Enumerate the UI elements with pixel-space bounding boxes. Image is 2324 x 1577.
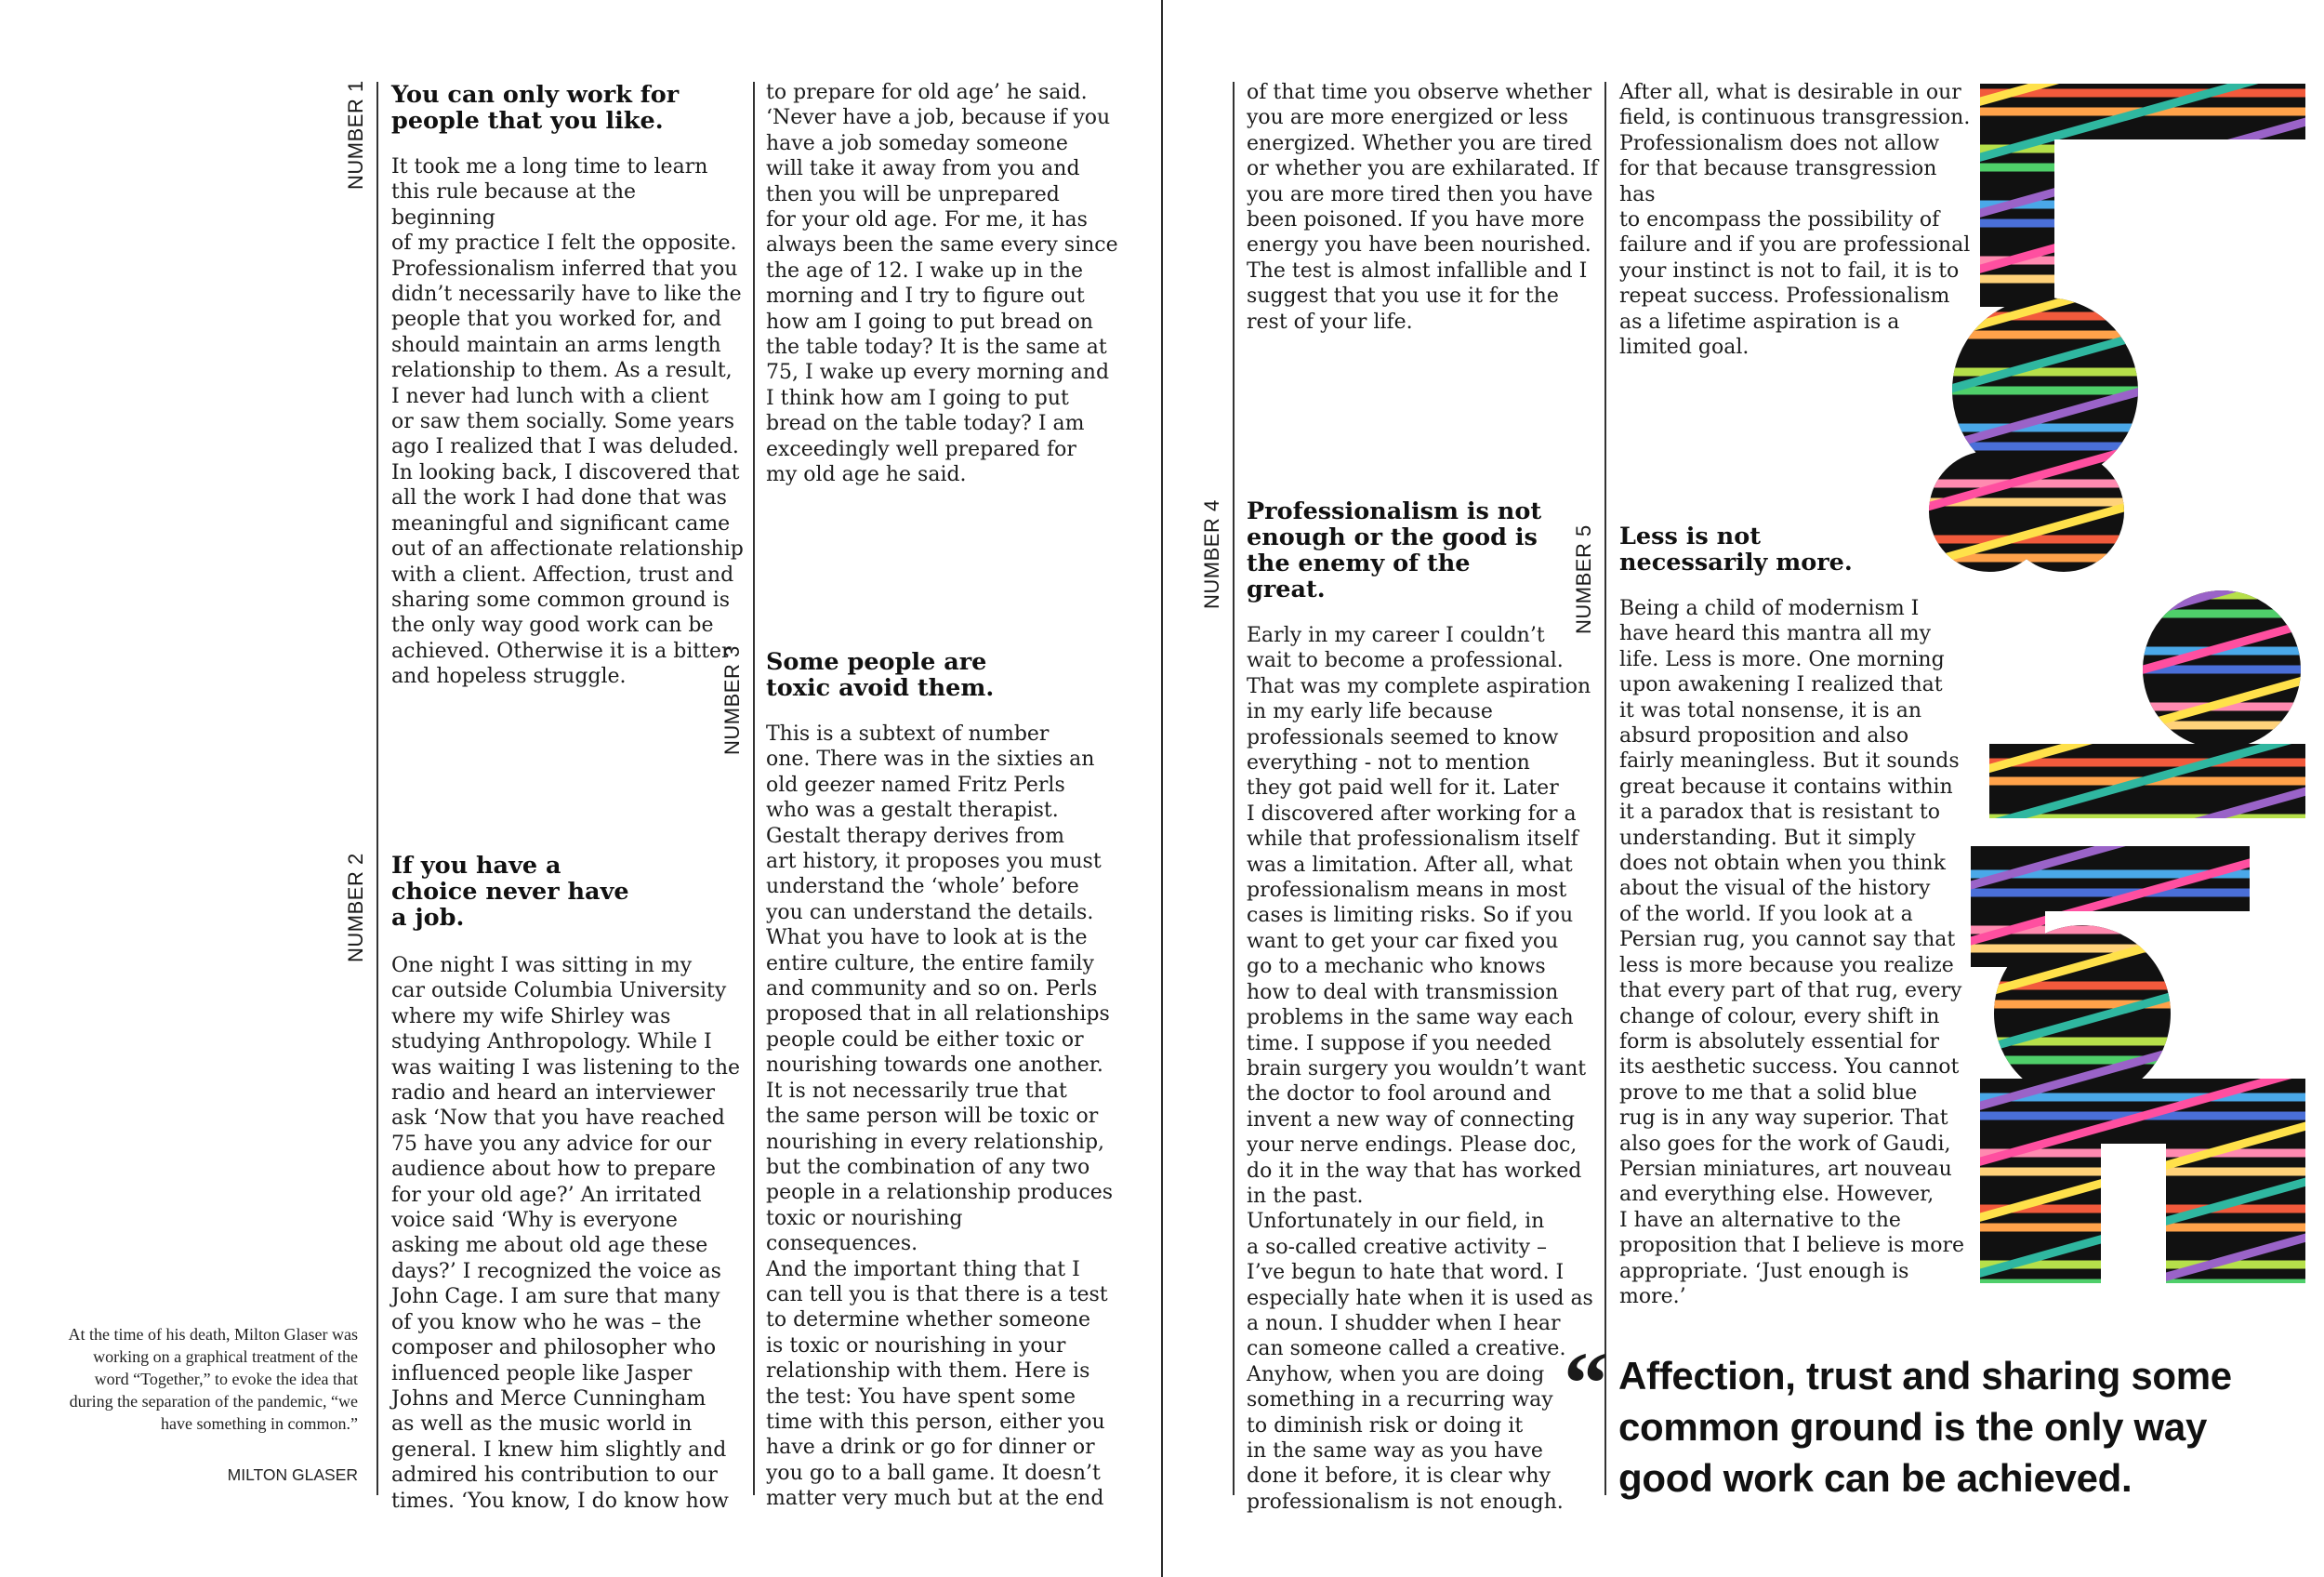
body-line: relationship to them. As a result, — [391, 359, 733, 383]
body-line: nourishing in every relationship, — [766, 1130, 1105, 1154]
body-line: problems in the same way each — [1247, 1006, 1574, 1030]
body-line: of that time you observe whether — [1247, 81, 1592, 104]
body-line: for that because transgression has — [1619, 157, 1937, 206]
section-2-body — [391, 953, 745, 1514]
body-line: nourishing towards one another. — [766, 1054, 1103, 1078]
body-line: to diminish risk or doing it — [1247, 1413, 1524, 1438]
body-line: have a drink or go for dinner or — [766, 1436, 1095, 1460]
body-line: something in a recurring way — [1247, 1388, 1553, 1412]
body-line: asking me about old age these — [391, 1234, 708, 1258]
photo-caption: At the time of his death, Milton Glaser was working on a graphical treatment of the word “Together,” to evoke the idea that during the separation of the pandemic, “we have something in common.” — [68, 1325, 358, 1433]
body-line: One night I was sitting in my — [391, 954, 693, 977]
body-line: you go to a ball game. It doesn’t — [766, 1461, 1101, 1485]
body-line: as a lifetime aspiration is a — [1619, 310, 1900, 334]
section-4-body — [1247, 623, 1600, 1515]
body-line: or saw them socially. Some years — [391, 410, 735, 434]
section-label-5: NUMBER 5 — [1572, 524, 1595, 634]
body-line: times. ‘You know, I do know how — [391, 1489, 729, 1513]
section-4-heading: Professionalism is not enough or the good is the enemy of the great. — [1247, 497, 1542, 603]
body-line: people could be either toxic or — [766, 1027, 1084, 1052]
section-label-4: NUMBER 4 — [1200, 499, 1223, 609]
body-line: prove to me that a solid blue — [1619, 1080, 1918, 1105]
body-line: done it before, it is clear why — [1247, 1464, 1552, 1489]
body-line: Unfortunately in our field, in — [1247, 1210, 1545, 1234]
body-line: how am I going to put bread on — [766, 310, 1093, 334]
body-line: also goes for the work of Gaudi, — [1619, 1132, 1951, 1156]
body-line: rug is in any way superior. That — [1619, 1107, 1948, 1131]
body-line: ago I realized that I was deluded. — [391, 435, 739, 459]
body-line: wait to become a professional. — [1247, 649, 1564, 673]
body-line: exceedingly well prepared for — [766, 437, 1076, 461]
body-line: you can understand the details. — [766, 900, 1094, 924]
body-line: That was my complete aspiration — [1247, 674, 1591, 698]
body-line: toxic or nourishing consequences. — [766, 1206, 963, 1256]
body-line: Being a child of modernism I — [1619, 597, 1920, 620]
body-line: I have an alternative to the — [1619, 1208, 1901, 1232]
body-line: was a limitation. After all, what — [1247, 853, 1573, 877]
body-line: limited goal. — [1619, 336, 1750, 360]
section-2-heading: If you have a choice never have a job. — [391, 852, 629, 932]
body-line: understand the ‘whole’ before — [766, 875, 1079, 899]
body-line: will take it away from you and — [766, 157, 1080, 181]
body-line: suggest that you use it for the — [1247, 285, 1559, 309]
body-line: and community and so on. Perls — [766, 977, 1098, 1001]
body-line: relationship with them. Here is — [766, 1359, 1090, 1384]
body-line: people that you worked for, and — [391, 308, 722, 332]
body-line: voice said ‘Why is everyone — [391, 1209, 678, 1233]
body-line: do it in the way that has worked — [1247, 1159, 1582, 1183]
body-line: in the past. — [1247, 1184, 1364, 1208]
body-line: a noun. I shudder when I hear — [1247, 1311, 1561, 1335]
body-line: fairly meaningless. But it sounds — [1619, 749, 1960, 774]
body-line: one. There was in the sixties an — [766, 748, 1095, 772]
body-line: to encompass the possibility of — [1619, 208, 1940, 232]
section-3-end-column — [1247, 80, 1600, 335]
section-3-body — [766, 722, 1119, 1512]
body-line: great because it contains within — [1619, 775, 1953, 799]
body-line: everything - not to mention — [1247, 751, 1530, 775]
body-line: is toxic or nourishing in your — [766, 1333, 1066, 1358]
artwork-stripe — [1915, 167, 2305, 298]
body-line: of my practice I felt the opposite. — [391, 232, 737, 256]
body-line: old geezer named Fritz Perls — [766, 773, 1065, 797]
body-line: out of an affectionate relationship — [391, 537, 744, 562]
body-line: it was total nonsense, it is an — [1619, 698, 1922, 722]
body-line: professionals seemed to know — [1247, 725, 1559, 749]
body-line: didn’t necessarily have to like the — [391, 283, 742, 307]
body-line: failure and if you are professional — [1619, 233, 1971, 258]
body-line: appropriate. ‘Just enough is more.’ — [1619, 1259, 1909, 1308]
body-line: have heard this mantra all my — [1619, 622, 1932, 646]
body-line: a so-called creative activity – — [1247, 1235, 1548, 1259]
body-line: you are more energized or less — [1247, 106, 1569, 130]
body-line: rest of your life. — [1247, 310, 1413, 334]
body-line: that every part of that rug, every — [1619, 979, 1962, 1003]
body-line: your nerve endings. Please doc, — [1247, 1133, 1578, 1158]
body-line: Professionalism inferred that you — [391, 257, 738, 281]
section-label-2: NUMBER 2 — [344, 853, 367, 962]
body-line: Persian miniatures, art nouveau — [1619, 1157, 1952, 1181]
body-line: days?’ I recognized the voice as — [391, 1259, 721, 1283]
body-line: sharing some common ground is — [391, 588, 731, 612]
body-line: this rule because at the beginning — [391, 180, 637, 230]
body-line: I think how am I going to put — [766, 386, 1069, 410]
body-line: professionalism means in most — [1247, 879, 1567, 903]
column-3-continuation — [766, 80, 1119, 488]
body-line: change of colour, every shift in — [1619, 1004, 1940, 1028]
body-line: go to a mechanic who knows — [1247, 955, 1546, 979]
body-line: And the important thing that I — [766, 1257, 1080, 1281]
body-line: It took me a long time to learn — [391, 155, 708, 179]
body-line: then you will be unprepared — [766, 182, 1060, 206]
body-line: field, is continuous transgression. — [1619, 106, 1971, 130]
body-line: where my wife Shirley was — [391, 1004, 671, 1028]
body-line: in the same way as you have — [1247, 1439, 1543, 1463]
body-line: life. Less is more. One morning — [1619, 647, 1945, 671]
body-line: absurd proposition and also — [1619, 724, 1909, 749]
body-line: all the work I had done that was — [391, 486, 727, 510]
body-line: time with this person, either you — [766, 1410, 1105, 1434]
column-rule — [376, 82, 378, 1495]
body-line: invent a new way of connecting — [1247, 1107, 1575, 1132]
column-rule — [753, 82, 755, 1495]
body-line: always been the same every since — [766, 233, 1118, 258]
body-line: Johns and Merce Cunningham — [391, 1386, 706, 1411]
section-1-column — [391, 82, 745, 690]
body-line: they got paid well for it. Later — [1247, 776, 1559, 801]
body-line: time. I suppose if you needed — [1247, 1031, 1552, 1055]
body-line: with a client. Affection, trust and — [391, 563, 734, 587]
body-line: repeat success. Professionalism — [1619, 285, 1950, 309]
section-5-heading: Less is not necessarily more. — [1619, 523, 1853, 576]
body-line: to prepare for old age’ he said. — [766, 81, 1088, 104]
body-line: but the combination of any two — [766, 1155, 1090, 1179]
body-line: been poisoned. If you have more — [1247, 208, 1585, 232]
body-line: and everything else. However, — [1619, 1183, 1934, 1207]
page-divider — [1161, 0, 1163, 1577]
body-line: The test is almost infallible and I — [1247, 258, 1588, 283]
body-line: proposed that in all relationships — [766, 1002, 1110, 1027]
body-line: less is more because you realize — [1619, 953, 1954, 977]
body-line: you are more tired then you have — [1247, 182, 1593, 206]
body-line: studying Anthropology. While I — [391, 1030, 712, 1054]
body-line: Anyhow, when you are doing — [1247, 1362, 1545, 1386]
body-line: ask ‘Now that you have reached — [391, 1107, 725, 1131]
body-line: John Cage. I am sure that many — [391, 1285, 720, 1309]
body-line: This is a subtext of number — [766, 722, 1050, 746]
body-line: about the visual of the history — [1619, 877, 1931, 901]
body-line: the only way good work can be — [391, 614, 714, 638]
body-line: the test: You have spent some — [766, 1385, 1076, 1409]
body-line: as well as the music world in — [391, 1412, 693, 1437]
body-line: the doctor to fool around and — [1247, 1082, 1552, 1107]
body-line: Professionalism does not allow — [1619, 131, 1940, 155]
body-line: cases is limiting risks. So if you — [1247, 904, 1574, 928]
body-line: your instinct is not to fail, it is to — [1619, 258, 1960, 283]
together-artwork — [1915, 74, 2305, 1302]
body-line: while that professionalism itself — [1247, 828, 1578, 852]
body-line: energy you have been nourished. — [1247, 233, 1591, 258]
together-artwork-graphic — [1915, 74, 2305, 1302]
body-line: composer and philosopher who — [391, 1336, 717, 1360]
body-line: was waiting I was listening to the — [391, 1055, 741, 1080]
body-line: my old age he said. — [766, 463, 967, 487]
section-label-1: NUMBER 1 — [344, 80, 367, 190]
body-line: I’ve begun to hate that word. I — [1247, 1261, 1565, 1285]
body-line: After all, what is desirable in our — [1619, 81, 1961, 104]
body-line: general. I knew him slightly and — [391, 1438, 727, 1462]
body-line: It is not necessarily true that — [766, 1079, 1067, 1103]
body-line: people in a relationship produces — [766, 1181, 1114, 1205]
body-line: bread on the table today? I am — [766, 412, 1085, 436]
body-line: the age of 12. I wake up in the — [766, 258, 1084, 283]
body-line: can tell you is that there is a test — [766, 1282, 1108, 1306]
body-line: audience about how to prepare — [391, 1158, 717, 1182]
section-1-heading: You can only work for people that you like. — [391, 81, 680, 135]
body-line: entire culture, the entire family — [766, 951, 1094, 975]
body-line: energized. Whether you are tired — [1247, 131, 1592, 155]
section-3-heading: Some people are toxic avoid them. — [766, 648, 995, 702]
body-line: does not obtain when you think — [1619, 852, 1946, 876]
body-line: professionalism is not enough. — [1247, 1490, 1564, 1514]
body-line: of you know who he was – the — [391, 1310, 702, 1334]
body-line: to determine whether someone — [766, 1308, 1091, 1332]
body-line: proposition that I believe is more — [1619, 1234, 1965, 1258]
section-4-column — [1247, 498, 1600, 1515]
body-line: I discovered after working for a — [1247, 802, 1577, 826]
column-rule — [1233, 82, 1235, 1495]
body-line: art history, it proposes you must — [766, 850, 1102, 874]
pull-quote: Affection, trust and sharing some common ground is the only way good work can be achieved. — [1618, 1354, 2232, 1500]
body-line: the table today? It is the same at — [766, 336, 1107, 360]
body-line: and hopeless struggle. — [391, 665, 627, 689]
body-line: of the world. If you look at a — [1619, 902, 1913, 926]
body-line: brain surgery you wouldn’t want — [1247, 1056, 1587, 1080]
section-2-column — [391, 853, 745, 1514]
body-line: achieved. Otherwise it is a bitter — [391, 639, 732, 663]
body-line: the same person will be toxic or — [766, 1105, 1099, 1129]
body-line: especially hate when it is used as — [1247, 1286, 1593, 1310]
caption-credit: MILTON GLASER — [227, 1465, 358, 1484]
body-line: can someone called a creative. — [1247, 1337, 1566, 1361]
body-line: What you have to look at is the — [766, 926, 1088, 950]
quote-mark-icon: “ — [1564, 1333, 1608, 1433]
body-line: how to deal with transmission — [1247, 980, 1559, 1004]
body-line: Gestalt therapy derives from — [766, 824, 1065, 848]
body-line: in my early life because — [1247, 700, 1493, 724]
body-line: it a paradox that is resistant to — [1619, 801, 1941, 825]
body-line: influenced people like Jasper — [391, 1361, 693, 1385]
body-line: want to get your car fixed you — [1247, 929, 1559, 953]
body-line: admired his contribution to our — [391, 1464, 718, 1488]
body-line: have a job someday someone — [766, 131, 1068, 155]
body-line: 75 have you any advice for our — [391, 1132, 712, 1156]
body-line: ‘Never have a job, because if you — [766, 106, 1111, 130]
section-1-body — [391, 154, 745, 690]
body-line: morning and I try to figure out — [766, 285, 1085, 309]
body-line: understanding. But it simply — [1619, 826, 1916, 850]
body-line: 75, I wake up every morning and — [766, 361, 1110, 385]
body-line: Early in my career I couldn’t — [1247, 624, 1545, 647]
body-line: radio and heard an interviewer — [391, 1081, 715, 1106]
body-line: car outside Columbia University — [391, 979, 727, 1003]
section-3-column — [766, 649, 1119, 1512]
body-line: Persian rug, you cannot say that — [1619, 928, 1956, 952]
body-line: who was a gestalt therapist. — [766, 799, 1059, 823]
body-line: for your old age. For me, it has — [766, 208, 1088, 232]
body-line: I never had lunch with a client — [391, 384, 709, 408]
body-line: its aesthetic success. You cannot — [1619, 1055, 1960, 1080]
column-rule — [1604, 82, 1606, 1495]
body-line: upon awakening I realized that — [1619, 673, 1943, 697]
body-line: meaningful and significant came — [391, 511, 731, 536]
body-line: or whether you are exhilarated. If — [1247, 157, 1598, 181]
body-line: In looking back, I discovered that — [391, 460, 740, 484]
body-line: for your old age?’ An irritated — [391, 1183, 702, 1207]
body-line: matter very much but at the end — [766, 1487, 1104, 1511]
body-line: should maintain an arms length — [391, 333, 721, 357]
body-line: form is absolutely essential for — [1619, 1029, 1940, 1054]
section-label-3: NUMBER 3 — [720, 645, 744, 755]
